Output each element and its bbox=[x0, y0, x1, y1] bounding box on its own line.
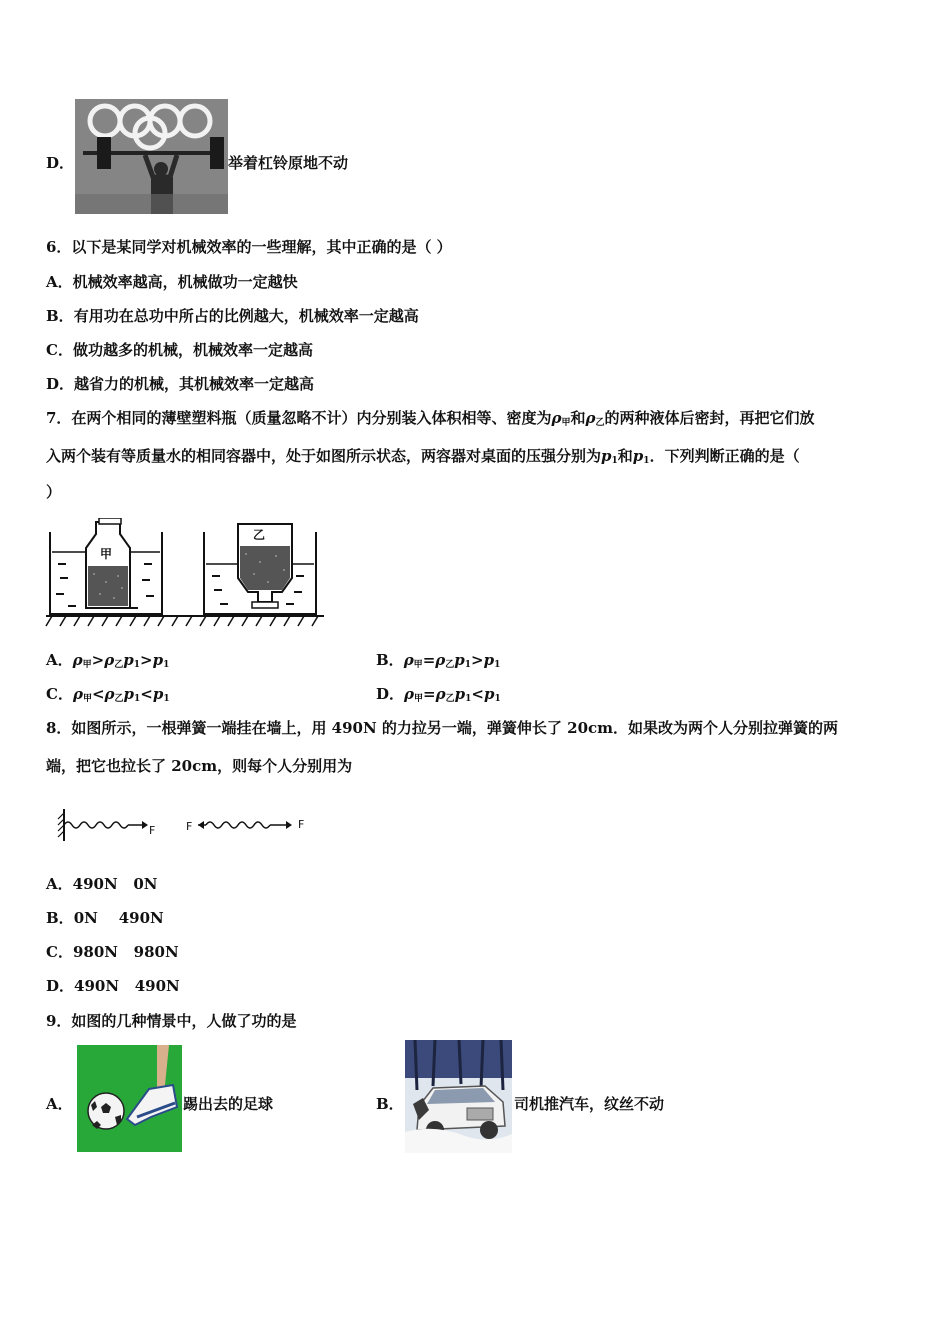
q6-stem: 6．以下是某同学对机械效率的一些理解，其中正确的是（ ） bbox=[46, 238, 452, 256]
q7-option-a: A．ρ甲>ρ乙$p_1>p_1$ bbox=[46, 651, 170, 670]
q6-option-c: C．做功越多的机械，机械效率一定越高 bbox=[46, 341, 313, 359]
q8-label-f-3: F bbox=[298, 818, 305, 831]
q8-label-f-1: F bbox=[149, 824, 156, 837]
q6-option-d: D．越省力的机械，其机械效率一定越高 bbox=[46, 375, 315, 393]
q5-option-d-caption: 举着杠铃原地不动 bbox=[228, 154, 349, 172]
q9-option-a-caption: 踢出去的足球 bbox=[183, 1095, 274, 1113]
q9-option-b-letter: B． bbox=[376, 1095, 404, 1113]
q8-spring-figure bbox=[56, 805, 312, 845]
q5-option-d-letter: D． bbox=[46, 154, 75, 172]
q7-label-jia: 甲 bbox=[100, 547, 113, 561]
q7-option-b: B．ρ甲=ρ乙$p_1>p_1$ bbox=[376, 651, 501, 670]
q9-option-b-caption: 司机推汽车，纹丝不动 bbox=[514, 1095, 665, 1113]
q7-option-c: C．ρ甲<ρ乙$p_1<p_1$ bbox=[46, 685, 170, 704]
q7-stem-line2: 入两个装有等质量水的相同容器中，处于如图所示状态，两容器对桌面的压强分别为$p_1$和$p_1$．下列判断正确的是（ bbox=[46, 447, 800, 466]
q8-stem-line1: 8．如图所示，一根弹簧一端挂在墙上，用 490N 的力拉另一端，弹簧伸长了 20cm．如果改为两个人分别拉弹簧的两 bbox=[46, 719, 839, 737]
q7-containers-figure bbox=[44, 518, 326, 630]
q8-option-d: D．490N 490N bbox=[46, 977, 180, 995]
q8-option-b: B．0N 490N bbox=[46, 909, 164, 927]
weightlifter-image bbox=[75, 99, 228, 214]
q8-option-a: A．490N 0N bbox=[46, 875, 158, 893]
q9-stem: 9．如图的几种情景中，人做了功的是 bbox=[46, 1012, 297, 1030]
q7-stem-line1: 7．在两个相同的薄壁塑料瓶（质量忽略不计）内分别装入体积相等、密度为ρ甲和ρ乙的两种液体后密封，再把它们放 bbox=[46, 409, 815, 428]
car-in-snow-image bbox=[405, 1040, 512, 1153]
q6-option-b: B．有用功在总功中所占的比例越大，机械效率一定越高 bbox=[46, 307, 419, 325]
q8-label-f-2: F bbox=[186, 820, 193, 833]
q9-option-a-letter: A． bbox=[46, 1095, 73, 1113]
q8-stem-line2: 端，把它也拉长了 20cm，则每个人分别用为 bbox=[46, 757, 353, 775]
q7-label-yi: 乙 bbox=[253, 528, 266, 542]
q7-stem-line3: ） bbox=[46, 483, 62, 501]
q8-option-c: C．980N 980N bbox=[46, 943, 179, 961]
q7-option-d: D．ρ甲=ρ乙$p_1<p_1$ bbox=[376, 685, 501, 704]
q6-option-a: A．机械效率越高，机械做功一定越快 bbox=[46, 273, 298, 291]
football-kick-image bbox=[77, 1045, 182, 1152]
